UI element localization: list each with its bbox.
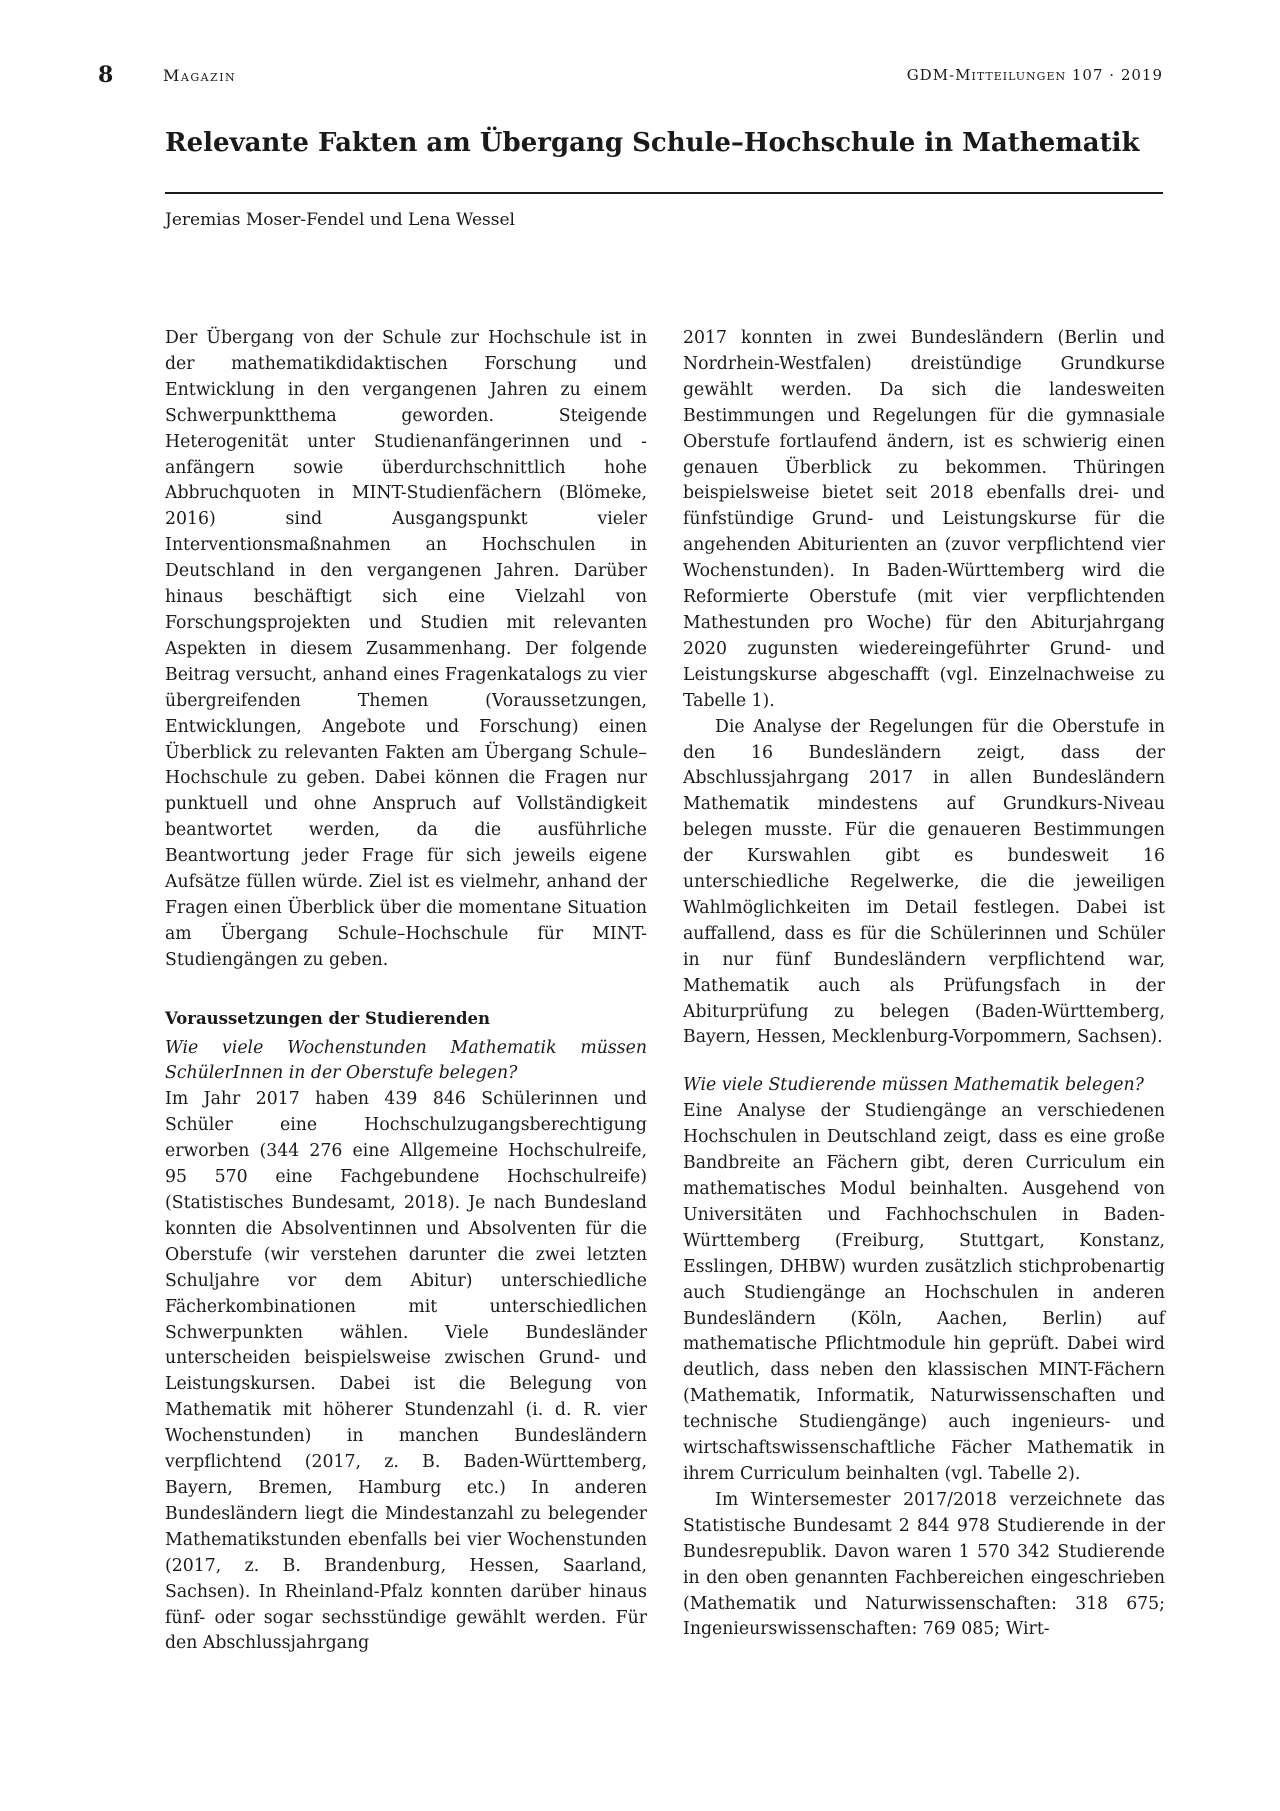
article-title: Relevante Fakten am Übergang Schule–Hochschule in Mathematik <box>165 128 1140 158</box>
analysis-paragraph: Die Analyse der Regelungen für die Oberstufe in den 16 Bundesländern zeigt, dass der Abschlussjahrgang 2017 in allen Bundesländern Mathematik mindestens auf Grundkurs-Niveau belegen musste. Für die genaueren Bestimmungen der Kurswahlen gibt es bundesweit 16 unterschiedliche Regelwerke, die die jeweiligen Wahlmöglichkeiten im Detail festlegen. Dabei ist auffallend, dass es für die Schülerinnen und Schüler in nur fünf Bundesländern verpflichtend war, Mathematik auch als Prüfungsfach in der Abiturprüfung zu belegen (Baden-Württemberg, Bayern, Hessen, Mecklenburg-Vorpommern, Sachsen). <box>683 716 1165 1048</box>
article-authors: Jeremias Moser-Fendel und Lena Wessel <box>165 210 515 230</box>
right-column <box>683 326 1165 1643</box>
question-heading: Wie viele Studierende müssen Mathematik belegen? <box>683 1075 1144 1096</box>
intro-paragraph: Der Übergang von der Schule zur Hochschule ist in der mathematikdidaktischen Forschung und Entwicklung in den vergangenen Jahren zu einem Schwerpunktthema geworden. Steigende Heterogenität unter Studienanfängerinnen und -anfängern sowie überdurchschnittlich hohe Abbruchquoten in MINT-Studienfächern (Blömeke, 2016) sind Ausgangspunkt vieler Interventionsmaßnahmen an Hochschulen in Deutschland in den vergangenen Jahren. Darüber hinaus beschäftigt sich eine Vielzahl von Forschungsprojekten und Studien mit relevanten Aspekten in diesem Zusammenhang. Der folgende Beitrag versucht, anhand eines Fragenkatalogs zu vier übergreifenden Themen (Voraussetzungen, Entwicklungen, Angebote und Forschung) einen Überblick zu relevanten Fakten am Übergang Schule–Hochschule zu geben. Dabei können die Fragen nur punktuell und ohne Anspruch auf Vollständigkeit beantwortet werden, da die ausführliche Beantwortung jeder Frage für sich jeweils eigene Aufsätze füllen würde. Ziel ist es vielmehr, anhand der Fragen einen Überblick über die momentane Situation am Übergang Schule–Hochschule für MINT-Studiengängen zu geben. <box>165 328 647 970</box>
answer-paragraph: Im Jahr 2017 haben 439 846 Schülerinnen und Schüler eine Hochschulzugangsberechtigung erworben (344 276 eine Allgemeine Hochschulreife, 95 570 eine Fachgebundene Hochschulreife) (Statistisches Bundesamt, 2018). Je nach Bundesland konnten die Absolventinnen und Absolventen für die Oberstufe (wir verstehen darunter die zwei letzten Schuljahre vor dem Abitur) unterschiedliche Fächerkombinationen mit unterschiedlichen Schwerpunkten wählen. Viele Bundesländer unterscheiden beispielsweise zwischen Grund- und Leistungskursen. Dabei ist die Belegung von Mathematik mit höherer Stundenzahl (i. d. R. vier Wochenstunden) in manchen Bundesländern verpflichtend (2017, z. B. Baden-Württemberg, Bayern, Bremen, Hamburg etc.) In anderen Bundesländern liegt die Mindestanzahl zu belegender Mathematikstunden ebenfalls bei vier Wochenstunden (2017, z. B. Brandenburg, Hessen, Saarland, Sachsen). In Rheinland-Pfalz konnten darüber hinaus fünf- oder sogar sechsstündige gewählt werden. Für den Abschlussjahrgang <box>165 1089 647 1654</box>
subsection-heading: Voraussetzungen der Studierenden <box>165 1008 491 1028</box>
section-name: Magazin <box>163 66 237 85</box>
statistics-paragraph: Im Wintersemester 2017/2018 verzeichnete das Statistische Bundesamt 2 844 978 Studierende in der Bundesrepublik. Davon waren 1 570 342 Studierende in den oben genannten Fachbereichen eingeschrieben (Mathematik und Naturwissenschaften: 318 675; Ingenieurswissenschaften: 769 085; Wirt- <box>683 1489 1165 1640</box>
continuation-paragraph: 2017 konnten in zwei Bundesländern (Berlin und Nordrhein-Westfalen) dreistündige Grundkurse gewählt werden. Da sich die landesweiten Bestimmungen und Regelungen für die gymnasiale Oberstufe fortlaufend ändern, ist es schwierig einen genauen Überblick zu bekommen. Thüringen beispielsweise bietet seit 2018 ebenfalls drei- und fünfstündige Grund- und Leistungskurse für die angehenden Abiturienten an (zuvor verpflichtend vier Wochenstunden). In Baden-Württemberg wird die Reformierte Oberstufe (mit vier verpflichtenden Mathestunden pro Woche) für den Abiturjahrgang 2020 zugunsten wiedereingeführter Grund- und Leistungskurse abgeschafft (vgl. Einzelnachweise zu Tabelle 1). <box>683 328 1165 711</box>
title-divider <box>165 192 1163 194</box>
left-column <box>165 326 647 1657</box>
answer-paragraph: Eine Analyse der Studiengänge an verschiedenen Hochschulen in Deutschland zeigt, dass es eine große Bandbreite an Fächern gibt, deren Curriculum ein mathematisches Modul beinhalten. Ausgehend von Universitäten und Fachhochschulen in Baden-Württemberg (Freiburg, Stuttgart, Konstanz, Esslingen, DHBW) wurden zusätzlich stichprobenartig auch Studiengänge an Hochschulen in anderen Bundesländern (Köln, Aachen, Berlin) auf mathematische Pflichtmodule hin geprüft. Dabei wird deutlich, dass neben den klassischen MINT-Fächern (Mathematik, Informatik, Naturwissenschaften und technische Studiengänge) auch ingenieurs- und wirtschaftswissenschaftliche Fächer Mathematik in ihrem Curriculum beinhalten (vgl. Tabelle 2). <box>683 1101 1165 1484</box>
page-number: 8 <box>98 62 114 88</box>
question-heading: Wie viele Wochenstunden Mathematik müssen SchülerInnen in der Oberstufe belegen? <box>165 1037 647 1084</box>
journal-info: GDM-Mitteilungen 107 · 2019 <box>906 66 1163 84</box>
page-header <box>98 62 1163 92</box>
